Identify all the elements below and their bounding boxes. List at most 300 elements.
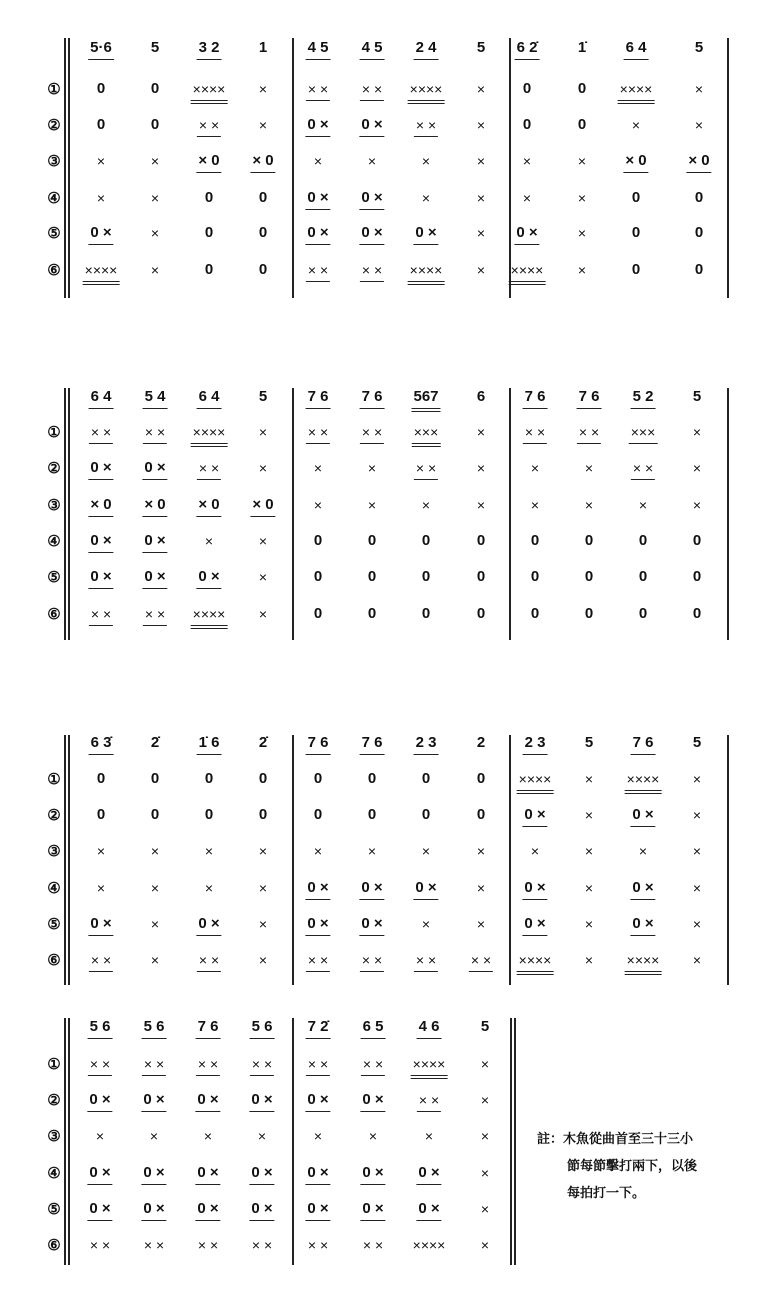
beat-cell-part-4: 0 × xyxy=(522,879,547,900)
melody-note: 5 6 xyxy=(142,1018,167,1039)
beat-cell-part-2: × xyxy=(480,1092,490,1108)
beat-cell-part-3: × xyxy=(149,1128,159,1144)
beat-cell-part-4: × xyxy=(204,533,214,549)
beat-cell-part-3: × xyxy=(584,843,594,859)
beat-cell-part-6: 0 xyxy=(313,605,323,622)
beat-cell-part-1: ×××× xyxy=(411,1055,448,1079)
beat-cell-part-4: 0 xyxy=(631,189,641,206)
beat-cell-part-3: × xyxy=(95,1128,105,1144)
beat-cell-part-6: × xyxy=(150,262,160,278)
beat-cell-part-2: 0 xyxy=(522,116,532,133)
beat-cell-part-2: × xyxy=(476,460,486,476)
beat-cell-part-4: 0 × xyxy=(249,1164,274,1185)
system-start-barline xyxy=(64,1018,66,1265)
beat-cell-part-2: 0 xyxy=(476,806,486,823)
beat-cell-part-2: 0 xyxy=(96,116,106,133)
beat-cell-part-2: × xyxy=(258,460,268,476)
beat-cell-part-5: 0 × xyxy=(360,1200,385,1221)
melody-note: 7 6 xyxy=(196,1018,221,1039)
beat-cell-part-3: × 0 xyxy=(142,496,167,517)
beat-cell-part-5: 0 × xyxy=(305,915,330,936)
melody-note: 2 4 xyxy=(414,39,439,60)
beat-cell-part-6: × × xyxy=(360,261,384,282)
footnote-line: 註：木魚從曲首至三十三小 xyxy=(537,1131,694,1146)
melody-note: 7 6 xyxy=(360,388,385,409)
melody-note: 6 4 xyxy=(89,388,114,409)
measure-barline xyxy=(509,38,511,298)
beat-cell-part-6: 0 xyxy=(258,261,268,278)
beat-cell-part-5: 0 × xyxy=(305,1200,330,1221)
beat-cell-part-1: × xyxy=(692,771,702,787)
beat-cell-part-6: × xyxy=(577,262,587,278)
beat-cell-part-5: 0 × xyxy=(359,915,384,936)
beat-cell-part-2: × xyxy=(692,460,702,476)
beat-cell-part-1: 0 xyxy=(421,770,431,787)
beat-cell-part-1: × × xyxy=(306,80,330,101)
beat-cell-part-5: × xyxy=(421,916,431,932)
melody-note: 1 xyxy=(258,39,268,56)
beat-cell-part-2: 0 xyxy=(313,806,323,823)
beat-cell-part-6: ×××× xyxy=(517,951,554,975)
melody-note: 3 2 xyxy=(197,39,222,60)
beat-cell-part-5: 0 × xyxy=(196,568,221,589)
row-label: ③ xyxy=(47,497,61,514)
beat-cell-part-4: 0 × xyxy=(305,879,330,900)
beat-cell-part-4: 0 × xyxy=(413,879,438,900)
beat-cell-part-1: ×××× xyxy=(618,80,655,104)
beat-cell-part-5: × xyxy=(476,916,486,932)
beat-cell-part-1: × xyxy=(694,81,704,97)
beat-cell-part-2: 0 × xyxy=(305,1091,330,1112)
beat-cell-part-5: × xyxy=(480,1201,490,1217)
melody-note: 5 xyxy=(150,39,160,56)
melody-note: 5 2 xyxy=(631,388,656,409)
beat-cell-part-2: × xyxy=(694,117,704,133)
beat-cell-part-6: 0 xyxy=(476,605,486,622)
row-label: ⑥ xyxy=(47,262,61,279)
beat-cell-part-3: × xyxy=(480,1128,490,1144)
beat-cell-part-4: 0 × xyxy=(359,189,384,210)
beat-cell-part-1: × × xyxy=(143,423,167,444)
beat-cell-part-6: × xyxy=(258,606,268,622)
beat-cell-part-1: × xyxy=(476,81,486,97)
beat-cell-part-3: × 0 xyxy=(196,152,221,173)
beat-cell-part-6: ×××× xyxy=(408,261,445,285)
beat-cell-part-1: 0 xyxy=(150,770,160,787)
beat-cell-part-1: × × xyxy=(196,1055,220,1076)
beat-cell-part-5: 0 xyxy=(638,568,648,585)
beat-cell-part-1: ××× xyxy=(629,423,658,444)
beat-cell-part-1: × xyxy=(480,1056,490,1072)
beat-cell-part-3: × xyxy=(692,497,702,513)
melody-note: 7 6 xyxy=(306,734,331,755)
beat-cell-part-1: × × xyxy=(89,423,113,444)
system-start-barline xyxy=(68,388,70,640)
beat-cell-part-4: × xyxy=(476,190,486,206)
row-label: ④ xyxy=(47,533,61,550)
melody-note: 5 xyxy=(480,1018,490,1035)
beat-cell-part-6: × × xyxy=(143,1237,165,1253)
beat-cell-part-2: 0 × xyxy=(87,1091,112,1112)
beat-cell-part-5: × xyxy=(692,916,702,932)
beat-cell-part-4: × xyxy=(96,880,106,896)
beat-cell-part-4: 0 × xyxy=(416,1164,441,1185)
melody-note: 5 4 xyxy=(143,388,168,409)
melody-note: 6 xyxy=(476,388,486,405)
beat-cell-part-2: × xyxy=(692,807,702,823)
beat-cell-part-6: × × xyxy=(89,951,113,972)
beat-cell-part-5: 0 × xyxy=(522,915,547,936)
beat-cell-part-5: 0 × xyxy=(88,224,113,245)
beat-cell-part-6: × × xyxy=(307,1237,329,1253)
beat-cell-part-4: × xyxy=(258,880,268,896)
beat-cell-part-3: × xyxy=(530,843,540,859)
beat-cell-part-5: 0 xyxy=(313,568,323,585)
beat-cell-part-5: 0 xyxy=(692,568,702,585)
beat-cell-part-6: 0 xyxy=(530,605,540,622)
row-label: ① xyxy=(47,1056,61,1073)
beat-cell-part-1: × xyxy=(258,424,268,440)
beat-cell-part-5: 0 × xyxy=(249,1200,274,1221)
beat-cell-part-4: × xyxy=(522,190,532,206)
measure-barline xyxy=(727,388,729,640)
beat-cell-part-6: × × xyxy=(306,951,330,972)
footnote-line: 每拍打一下。 xyxy=(567,1185,646,1200)
system-start-barline xyxy=(64,388,66,640)
beat-cell-part-1: 0 xyxy=(313,770,323,787)
beat-cell-part-3: × xyxy=(692,843,702,859)
beat-cell-part-3: × xyxy=(150,153,160,169)
beat-cell-part-1: × × xyxy=(577,423,601,444)
system-start-barline xyxy=(68,1018,70,1265)
beat-cell-part-1: × × xyxy=(306,423,330,444)
beat-cell-part-4: 0 xyxy=(313,532,323,549)
beat-cell-part-2: × × xyxy=(417,1091,441,1112)
system-start-barline xyxy=(68,735,70,985)
beat-cell-part-6: × × xyxy=(306,261,330,282)
melody-note: 6 4 xyxy=(197,388,222,409)
row-label: ⑤ xyxy=(47,569,61,586)
melody-note: 7 6 xyxy=(306,388,331,409)
beat-cell-part-6: 0 xyxy=(631,261,641,278)
beat-cell-part-5: 0 × xyxy=(359,224,384,245)
beat-cell-part-4: 0 × xyxy=(630,879,655,900)
beat-cell-part-3: × xyxy=(421,497,431,513)
beat-cell-part-1: × xyxy=(476,424,486,440)
row-label: ③ xyxy=(47,153,61,170)
melody-note: 2̇ xyxy=(150,734,160,751)
row-label: ⑤ xyxy=(47,225,61,242)
beat-cell-part-6: × × xyxy=(362,1237,384,1253)
beat-cell-part-2: × xyxy=(313,460,323,476)
beat-cell-part-3: × xyxy=(257,1128,267,1144)
beat-cell-part-1: 0 xyxy=(204,770,214,787)
beat-cell-part-3: × xyxy=(522,153,532,169)
beat-cell-part-1: × × xyxy=(250,1055,274,1076)
beat-cell-part-3: × xyxy=(96,153,106,169)
beat-cell-part-1: × × xyxy=(360,423,384,444)
beat-cell-part-2: 0 × xyxy=(142,459,167,480)
beat-cell-part-3: × 0 xyxy=(686,152,711,173)
beat-cell-part-2: 0 xyxy=(367,806,377,823)
beat-cell-part-2: × × xyxy=(414,116,438,137)
footnote xyxy=(537,1125,737,1206)
melody-note: 5 xyxy=(584,734,594,751)
beat-cell-part-3: × xyxy=(421,153,431,169)
beat-cell-part-6: × × xyxy=(89,1237,111,1253)
melody-note: 5 xyxy=(692,734,702,751)
beat-cell-part-5: 0 xyxy=(530,568,540,585)
beat-cell-part-4: 0 × xyxy=(87,1164,112,1185)
beat-cell-part-1: 0 xyxy=(476,770,486,787)
beat-cell-part-3: × xyxy=(313,1128,323,1144)
beat-cell-part-2: 0 xyxy=(421,806,431,823)
beat-cell-part-5: 0 xyxy=(584,568,594,585)
beat-cell-part-3: × xyxy=(367,153,377,169)
beat-cell-part-5: 0 xyxy=(421,568,431,585)
beat-cell-part-2: × × xyxy=(631,459,655,480)
beat-cell-part-5: 0 xyxy=(631,224,641,241)
beat-cell-part-4: × xyxy=(150,190,160,206)
beat-cell-part-1: ×××× xyxy=(517,770,554,794)
beat-cell-part-2: × xyxy=(584,460,594,476)
beat-cell-part-4: 0 × xyxy=(142,532,167,553)
beat-cell-part-1: × × xyxy=(360,80,384,101)
beat-cell-part-4: × xyxy=(480,1165,490,1181)
melody-note: 1̇ xyxy=(577,39,587,56)
beat-cell-part-1: ××× xyxy=(412,423,441,447)
beat-cell-part-5: × xyxy=(577,225,587,241)
beat-cell-part-2: 0 × xyxy=(360,1091,385,1112)
beat-cell-part-3: × xyxy=(577,153,587,169)
beat-cell-part-2: × xyxy=(367,460,377,476)
beat-cell-part-2: × xyxy=(476,117,486,133)
beat-cell-part-6: 0 xyxy=(692,605,702,622)
beat-cell-part-2: 0 xyxy=(150,806,160,823)
beat-cell-part-2: × xyxy=(258,117,268,133)
beat-cell-part-2: 0 × xyxy=(305,116,330,137)
melody-note: 5·6 xyxy=(88,39,114,60)
melody-note: 7 6 xyxy=(631,734,656,755)
beat-cell-part-3: × xyxy=(368,1128,378,1144)
beat-cell-part-3: × xyxy=(367,843,377,859)
measure-barline xyxy=(292,735,294,985)
beat-cell-part-3: × xyxy=(424,1128,434,1144)
measure-barline xyxy=(727,735,729,985)
melody-note: 5 6 xyxy=(250,1018,275,1039)
beat-cell-part-2: 0 xyxy=(577,116,587,133)
beat-cell-part-3: × xyxy=(313,497,323,513)
beat-cell-part-3: × xyxy=(367,497,377,513)
beat-cell-part-5: 0 × xyxy=(413,224,438,245)
beat-cell-part-4: × xyxy=(204,880,214,896)
row-label: ⑥ xyxy=(47,952,61,969)
beat-cell-part-1: 0 xyxy=(258,770,268,787)
melody-note: 7 6 xyxy=(577,388,602,409)
beat-cell-part-3: × xyxy=(638,497,648,513)
beat-cell-part-1: 0 xyxy=(96,80,106,97)
beat-cell-part-4: × xyxy=(150,880,160,896)
row-label: ① xyxy=(47,771,61,788)
melody-note: 7 2̇ xyxy=(306,1018,331,1039)
row-label: ④ xyxy=(47,880,61,897)
beat-cell-part-4: 0 xyxy=(421,532,431,549)
beat-cell-part-1: × × xyxy=(88,1055,112,1076)
beat-cell-part-3: × xyxy=(313,153,323,169)
beat-cell-part-5: 0 xyxy=(367,568,377,585)
beat-cell-part-5: × xyxy=(150,225,160,241)
row-label: ④ xyxy=(47,1165,61,1182)
beat-cell-part-2: × × xyxy=(197,116,221,137)
beat-cell-part-6: 0 xyxy=(584,605,594,622)
melody-note: 7 6 xyxy=(360,734,385,755)
beat-cell-part-3: × xyxy=(204,843,214,859)
beat-cell-part-2: 0 × xyxy=(88,459,113,480)
beat-cell-part-2: 0 xyxy=(204,806,214,823)
melody-note: 2 3 xyxy=(414,734,439,755)
measure-barline xyxy=(509,388,511,640)
beat-cell-part-6: 0 xyxy=(204,261,214,278)
beat-cell-part-4: 0 xyxy=(476,532,486,549)
melody-note: 5 xyxy=(476,39,486,56)
beat-cell-part-1: 0 xyxy=(577,80,587,97)
beat-cell-part-5: 0 × xyxy=(196,915,221,936)
beat-cell-part-2: 0 × xyxy=(141,1091,166,1112)
beat-cell-part-3: × 0 xyxy=(88,496,113,517)
melody-note: 6 5 xyxy=(361,1018,386,1039)
beat-cell-part-6: × xyxy=(584,952,594,968)
beat-cell-part-1: 0 xyxy=(96,770,106,787)
melody-note: 567 xyxy=(411,388,440,412)
beat-cell-part-5: 0 xyxy=(258,224,268,241)
melody-note: 6 3̇ xyxy=(89,734,114,755)
melody-note: 7 6 xyxy=(523,388,548,409)
beat-cell-part-6: ×××× xyxy=(412,1237,446,1253)
measure-barline xyxy=(514,1018,516,1265)
row-label: ② xyxy=(47,460,61,477)
measure-barline xyxy=(292,38,294,298)
beat-cell-part-4: × xyxy=(584,880,594,896)
measure-barline xyxy=(292,388,294,640)
system-start-barline xyxy=(64,38,66,298)
beat-cell-part-5: 0 × xyxy=(416,1200,441,1221)
beat-cell-part-2: 0 xyxy=(96,806,106,823)
beat-cell-part-1: × × xyxy=(142,1055,166,1076)
beat-cell-part-5: 0 × xyxy=(88,915,113,936)
beat-cell-part-4: × xyxy=(421,190,431,206)
beat-cell-part-4: × xyxy=(692,880,702,896)
row-label: ② xyxy=(47,807,61,824)
melody-note: 6 2̇ xyxy=(515,39,540,60)
beat-cell-part-6: 0 xyxy=(367,605,377,622)
beat-cell-part-5: 0 × xyxy=(87,1200,112,1221)
row-label: ⑤ xyxy=(47,916,61,933)
beat-cell-part-5: 0 × xyxy=(141,1200,166,1221)
beat-cell-part-4: 0 × xyxy=(305,189,330,210)
row-label: ⑤ xyxy=(47,1201,61,1218)
beat-cell-part-5: 0 × xyxy=(305,224,330,245)
melody-note: 5 xyxy=(692,388,702,405)
beat-cell-part-6: × xyxy=(692,952,702,968)
beat-cell-part-6: × xyxy=(476,262,486,278)
beat-cell-part-6: × × xyxy=(414,951,438,972)
melody-note: 5 6 xyxy=(88,1018,113,1039)
beat-cell-part-4: 0 × xyxy=(359,879,384,900)
beat-cell-part-4: 0 xyxy=(367,532,377,549)
beat-cell-part-2: × xyxy=(584,807,594,823)
beat-cell-part-3: × xyxy=(476,843,486,859)
beat-cell-part-4: 0 × xyxy=(88,532,113,553)
melody-note: 5 xyxy=(694,39,704,56)
beat-cell-part-5: × xyxy=(258,569,268,585)
beat-cell-part-1: ×××× xyxy=(191,423,228,447)
row-label: ③ xyxy=(47,843,61,860)
beat-cell-part-5: 0 × xyxy=(630,915,655,936)
beat-cell-part-6: × xyxy=(258,952,268,968)
beat-cell-part-6: 0 xyxy=(694,261,704,278)
melody-note: 4 5 xyxy=(360,39,385,60)
beat-cell-part-1: × xyxy=(692,424,702,440)
beat-cell-part-4: × xyxy=(577,190,587,206)
beat-cell-part-1: × xyxy=(584,771,594,787)
beat-cell-part-6: ×××× xyxy=(625,951,662,975)
beat-cell-part-3: × xyxy=(313,843,323,859)
beat-cell-part-4: 0 xyxy=(530,532,540,549)
beat-cell-part-5: 0 × xyxy=(514,224,539,245)
beat-cell-part-5: × xyxy=(150,916,160,932)
beat-cell-part-1: × × xyxy=(523,423,547,444)
beat-cell-part-2: 0 × xyxy=(522,806,547,827)
measure-barline xyxy=(509,735,511,985)
beat-cell-part-1: ×××× xyxy=(191,80,228,104)
beat-cell-part-2: × × xyxy=(414,459,438,480)
measure-barline xyxy=(510,1018,512,1265)
beat-cell-part-5: 0 × xyxy=(142,568,167,589)
row-label: ⑥ xyxy=(47,1237,61,1254)
beat-cell-part-4: 0 xyxy=(694,189,704,206)
beat-cell-part-6: × × xyxy=(89,605,113,626)
melody-note: 2 3 xyxy=(523,734,548,755)
beat-cell-part-2: 0 × xyxy=(630,806,655,827)
beat-cell-part-1: × xyxy=(258,81,268,97)
row-label: ⑥ xyxy=(47,606,61,623)
beat-cell-part-4: 0 xyxy=(638,532,648,549)
measure-barline xyxy=(727,38,729,298)
beat-cell-part-6: × × xyxy=(197,1237,219,1253)
beat-cell-part-2: × xyxy=(530,460,540,476)
beat-cell-part-2: 0 xyxy=(150,116,160,133)
beat-cell-part-6: 0 xyxy=(638,605,648,622)
beat-cell-part-3: × xyxy=(203,1128,213,1144)
row-label: ① xyxy=(47,424,61,441)
beat-cell-part-1: 0 xyxy=(150,80,160,97)
beat-cell-part-4: 0 × xyxy=(360,1164,385,1185)
beat-cell-part-5: 0 xyxy=(476,568,486,585)
row-label: ③ xyxy=(47,1128,61,1145)
beat-cell-part-6: × xyxy=(150,952,160,968)
beat-cell-part-6: × xyxy=(480,1237,490,1253)
beat-cell-part-6: × × xyxy=(360,951,384,972)
melody-note: 6 4 xyxy=(624,39,649,60)
beat-cell-part-5: 0 × xyxy=(195,1200,220,1221)
row-label: ① xyxy=(47,81,61,98)
beat-cell-part-2: 0 × xyxy=(359,116,384,137)
beat-cell-part-2: 0 xyxy=(258,806,268,823)
beat-cell-part-6: × × xyxy=(197,951,221,972)
beat-cell-part-6: ×××× xyxy=(191,605,228,629)
beat-cell-part-4: 0 × xyxy=(141,1164,166,1185)
beat-cell-part-3: × xyxy=(638,843,648,859)
